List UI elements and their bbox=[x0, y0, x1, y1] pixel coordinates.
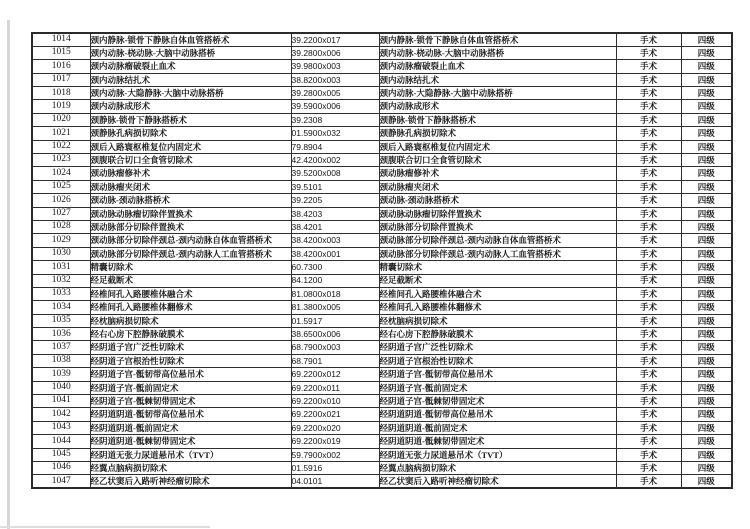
category-cell: 手术 bbox=[616, 33, 681, 46]
level-cell: 四级 bbox=[681, 395, 732, 408]
level-cell: 四级 bbox=[681, 314, 732, 327]
category-cell: 手术 bbox=[616, 301, 681, 314]
procedure-name-cell: 颈动脉部分切除伴颈总-颈内动脉自体血管搭桥术 bbox=[90, 234, 291, 247]
level-cell: 四级 bbox=[681, 140, 732, 153]
procedure-table bbox=[31, 32, 733, 489]
procedure-code-cell: 39.2800x006 bbox=[291, 46, 379, 59]
row-number-cell: 1037 bbox=[32, 341, 90, 354]
procedure-code-cell: 79.8904 bbox=[291, 140, 379, 153]
procedure-name-cell: 经阴道阴道-骶前固定术 bbox=[90, 421, 291, 434]
procedure-name-cell: 颈动脉-颈动脉搭桥术 bbox=[90, 194, 291, 207]
procedure-table-body bbox=[32, 33, 732, 488]
category-cell: 手术 bbox=[616, 140, 681, 153]
row-number-cell: 1028 bbox=[32, 220, 90, 233]
level-cell: 四级 bbox=[681, 113, 732, 126]
table-row bbox=[32, 368, 732, 381]
procedure-code-cell: 42.4200x002 bbox=[291, 154, 379, 167]
table-row bbox=[32, 261, 732, 274]
procedure-name-cell: 颈动脉部分切除伴颈总-颈内动脉人工血管搭桥术 bbox=[90, 247, 291, 260]
table-row bbox=[32, 207, 732, 220]
row-number-cell: 1030 bbox=[32, 247, 90, 260]
level-cell: 四级 bbox=[681, 247, 732, 260]
procedure-name-cell: 经阴道无张力尿道悬吊术（TVT） bbox=[90, 448, 291, 461]
row-number-cell: 1043 bbox=[32, 421, 90, 434]
category-cell: 手术 bbox=[616, 354, 681, 367]
procedure-name-cell: 颈静脉-锁骨下静脉搭桥术 bbox=[90, 113, 291, 126]
row-number-cell: 1036 bbox=[32, 328, 90, 341]
row-number-cell: 1029 bbox=[32, 234, 90, 247]
procedure-name-repeat-cell: 经阴道子宫-骶韧带高位悬吊术 bbox=[379, 368, 616, 381]
procedure-name-repeat-cell: 颈动脉瘤修补术 bbox=[379, 167, 616, 180]
level-cell: 四级 bbox=[681, 274, 732, 287]
row-number-cell: 1019 bbox=[32, 100, 90, 113]
procedure-name-cell: 颈内动脉-大隐静脉-大脑中动脉搭桥 bbox=[90, 87, 291, 100]
procedure-name-repeat-cell: 经阴道子宫广泛性切除术 bbox=[379, 341, 616, 354]
category-cell: 手术 bbox=[616, 60, 681, 73]
level-cell: 四级 bbox=[681, 180, 732, 193]
table-row bbox=[32, 314, 732, 327]
procedure-name-cell: 经枕脑病损切除术 bbox=[90, 314, 291, 327]
row-number-cell: 1021 bbox=[32, 127, 90, 140]
procedure-name-repeat-cell: 经阴道子宫根治性切除术 bbox=[379, 354, 616, 367]
table-row bbox=[32, 234, 732, 247]
procedure-code-cell: 69.2200x020 bbox=[291, 421, 379, 434]
procedure-name-repeat-cell: 颈静脉孔病损切除术 bbox=[379, 127, 616, 140]
category-cell: 手术 bbox=[616, 314, 681, 327]
procedure-name-repeat-cell: 经足截断术 bbox=[379, 274, 616, 287]
procedure-name-repeat-cell: 经右心房下腔静脉破膜术 bbox=[379, 328, 616, 341]
procedure-code-cell: 39.2205 bbox=[291, 194, 379, 207]
level-cell: 四级 bbox=[681, 220, 732, 233]
level-cell: 四级 bbox=[681, 46, 732, 59]
table-row bbox=[32, 341, 732, 354]
category-cell: 手术 bbox=[616, 381, 681, 394]
procedure-code-cell: 59.7900x002 bbox=[291, 448, 379, 461]
table-row bbox=[32, 475, 732, 488]
row-number-cell: 1023 bbox=[32, 154, 90, 167]
row-number-cell: 1034 bbox=[32, 301, 90, 314]
row-number-cell: 1046 bbox=[32, 462, 90, 475]
procedure-code-cell: 39.5900x006 bbox=[291, 100, 379, 113]
level-cell: 四级 bbox=[681, 341, 732, 354]
procedure-code-cell: 39.9800x003 bbox=[291, 60, 379, 73]
row-number-cell: 1031 bbox=[32, 261, 90, 274]
level-cell: 四级 bbox=[681, 435, 732, 448]
category-cell: 手术 bbox=[616, 46, 681, 59]
procedure-name-cell: 经翼点脑病损切除术 bbox=[90, 462, 291, 475]
procedure-name-repeat-cell: 颈内动脉瘤破裂止血术 bbox=[379, 60, 616, 73]
procedure-name-cell: 颈内动脉成形术 bbox=[90, 100, 291, 113]
procedure-code-cell: 38.6500x006 bbox=[291, 328, 379, 341]
category-cell: 手术 bbox=[616, 448, 681, 461]
level-cell: 四级 bbox=[681, 328, 732, 341]
procedure-name-repeat-cell: 颈动脉部分切除伴置换术 bbox=[379, 220, 616, 233]
procedure-name-cell: 经阴道阴道-骶棘韧带固定术 bbox=[90, 435, 291, 448]
procedure-code-cell: 38.4203 bbox=[291, 207, 379, 220]
row-number-cell: 1027 bbox=[32, 207, 90, 220]
level-cell: 四级 bbox=[681, 234, 732, 247]
procedure-name-repeat-cell: 颈动脉-颈动脉搭桥术 bbox=[379, 194, 616, 207]
procedure-code-cell: 81.0800x018 bbox=[291, 287, 379, 300]
procedure-code-cell: 38.4200x003 bbox=[291, 234, 379, 247]
row-number-cell: 1020 bbox=[32, 113, 90, 126]
category-cell: 手术 bbox=[616, 127, 681, 140]
category-cell: 手术 bbox=[616, 167, 681, 180]
procedure-name-repeat-cell: 经阴道阴道-骶棘韧带固定术 bbox=[379, 435, 616, 448]
procedure-name-repeat-cell: 颈动脉瘤夹闭术 bbox=[379, 180, 616, 193]
level-cell: 四级 bbox=[681, 167, 732, 180]
procedure-name-cell: 经阴道子宫根治性切除术 bbox=[90, 354, 291, 367]
table-row bbox=[32, 167, 732, 180]
procedure-code-cell: 69.2200x012 bbox=[291, 368, 379, 381]
procedure-code-cell: 68.7901 bbox=[291, 354, 379, 367]
scan-artifact-left-edge bbox=[7, 20, 10, 529]
table-row bbox=[32, 100, 732, 113]
procedure-name-cell: 经阴道子宫-骶前固定术 bbox=[90, 381, 291, 394]
procedure-name-cell: 颈内动脉结扎术 bbox=[90, 73, 291, 86]
table-row bbox=[32, 220, 732, 233]
level-cell: 四级 bbox=[681, 448, 732, 461]
row-number-cell: 1040 bbox=[32, 381, 90, 394]
level-cell: 四级 bbox=[681, 354, 732, 367]
procedure-code-cell: 39.5200x008 bbox=[291, 167, 379, 180]
row-number-cell: 1016 bbox=[32, 60, 90, 73]
procedure-name-repeat-cell: 经阴道子宫-骶棘韧带固定术 bbox=[379, 395, 616, 408]
table-row bbox=[32, 46, 732, 59]
procedure-name-repeat-cell: 经阴道无张力尿道悬吊术（TVT） bbox=[379, 448, 616, 461]
row-number-cell: 1038 bbox=[32, 354, 90, 367]
procedure-code-cell: 69.2200x011 bbox=[291, 381, 379, 394]
category-cell: 手术 bbox=[616, 368, 681, 381]
procedure-name-repeat-cell: 经阴道阴道-骶韧带高位悬吊术 bbox=[379, 408, 616, 421]
procedure-name-cell: 经足截断术 bbox=[90, 274, 291, 287]
procedure-name-cell: 经右心房下腔静脉破膜术 bbox=[90, 328, 291, 341]
row-number-cell: 1025 bbox=[32, 180, 90, 193]
procedure-code-cell: 69.2200x021 bbox=[291, 408, 379, 421]
level-cell: 四级 bbox=[681, 87, 732, 100]
procedure-name-repeat-cell: 经翼点脑病损切除术 bbox=[379, 462, 616, 475]
table-row bbox=[32, 180, 732, 193]
procedure-name-repeat-cell: 经乙状窦后入路听神经瘤切除术 bbox=[379, 475, 616, 488]
category-cell: 手术 bbox=[616, 220, 681, 233]
procedure-name-cell: 精囊切除术 bbox=[90, 261, 291, 274]
category-cell: 手术 bbox=[616, 73, 681, 86]
category-cell: 手术 bbox=[616, 154, 681, 167]
procedure-name-cell: 颈动脉动脉瘤切除伴置换术 bbox=[90, 207, 291, 220]
procedure-name-repeat-cell: 颈内动脉成形术 bbox=[379, 100, 616, 113]
row-number-cell: 1039 bbox=[32, 368, 90, 381]
table-row bbox=[32, 274, 732, 287]
category-cell: 手术 bbox=[616, 194, 681, 207]
table-row bbox=[32, 301, 732, 314]
procedure-code-cell: 81.3800x005 bbox=[291, 301, 379, 314]
row-number-cell: 1045 bbox=[32, 448, 90, 461]
row-number-cell: 1042 bbox=[32, 408, 90, 421]
category-cell: 手术 bbox=[616, 100, 681, 113]
category-cell: 手术 bbox=[616, 87, 681, 100]
table-row bbox=[32, 435, 732, 448]
procedure-name-cell: 经椎间孔入路腰椎体翻修术 bbox=[90, 301, 291, 314]
procedure-name-cell: 颈内动脉瘤破裂止血术 bbox=[90, 60, 291, 73]
row-number-cell: 1017 bbox=[32, 73, 90, 86]
table-row bbox=[32, 395, 732, 408]
level-cell: 四级 bbox=[681, 368, 732, 381]
level-cell: 四级 bbox=[681, 194, 732, 207]
row-number-cell: 1047 bbox=[32, 475, 90, 488]
level-cell: 四级 bbox=[681, 100, 732, 113]
procedure-name-repeat-cell: 经椎间孔入路腰椎体翻修术 bbox=[379, 301, 616, 314]
procedure-name-repeat-cell: 颈内动脉-桡动脉-大脑中动脉搭桥 bbox=[379, 46, 616, 59]
procedure-code-cell: 38.4200x001 bbox=[291, 247, 379, 260]
procedure-name-repeat-cell: 颈内静脉-锁骨下静脉自体血管搭桥术 bbox=[379, 33, 616, 46]
category-cell: 手术 bbox=[616, 261, 681, 274]
category-cell: 手术 bbox=[616, 180, 681, 193]
procedure-name-repeat-cell: 颈动脉部分切除伴颈总-颈内动脉人工血管搭桥术 bbox=[379, 247, 616, 260]
procedure-code-cell: 68.7900x003 bbox=[291, 341, 379, 354]
procedure-name-cell: 颈静脉孔病损切除术 bbox=[90, 127, 291, 140]
table-row bbox=[32, 462, 732, 475]
table-row bbox=[32, 73, 732, 86]
level-cell: 四级 bbox=[681, 381, 732, 394]
procedure-code-cell: 39.2800x005 bbox=[291, 87, 379, 100]
procedure-code-cell: 01.5916 bbox=[291, 462, 379, 475]
table-row bbox=[32, 33, 732, 46]
table-row bbox=[32, 154, 732, 167]
row-number-cell: 1026 bbox=[32, 194, 90, 207]
level-cell: 四级 bbox=[681, 301, 732, 314]
row-number-cell: 1024 bbox=[32, 167, 90, 180]
level-cell: 四级 bbox=[681, 73, 732, 86]
procedure-name-repeat-cell: 颈内动脉结扎术 bbox=[379, 73, 616, 86]
row-number-cell: 1018 bbox=[32, 87, 90, 100]
table-row bbox=[32, 140, 732, 153]
table-row bbox=[32, 354, 732, 367]
table-row bbox=[32, 60, 732, 73]
procedure-code-cell: 39.2308 bbox=[291, 113, 379, 126]
procedure-name-repeat-cell: 颈静脉-锁骨下静脉搭桥术 bbox=[379, 113, 616, 126]
procedure-name-cell: 颈动脉瘤夹闭术 bbox=[90, 180, 291, 193]
table-row bbox=[32, 381, 732, 394]
level-cell: 四级 bbox=[681, 421, 732, 434]
table-row bbox=[32, 194, 732, 207]
category-cell: 手术 bbox=[616, 207, 681, 220]
level-cell: 四级 bbox=[681, 207, 732, 220]
procedure-code-cell: 69.2200x019 bbox=[291, 435, 379, 448]
procedure-name-cell: 颈腹联合切口全食管切除术 bbox=[90, 154, 291, 167]
table-row bbox=[32, 448, 732, 461]
procedure-name-cell: 颈内静脉-锁骨下静脉自体血管搭桥术 bbox=[90, 33, 291, 46]
category-cell: 手术 bbox=[616, 113, 681, 126]
procedure-code-cell: 84.1200 bbox=[291, 274, 379, 287]
procedure-name-repeat-cell: 颈动脉动脉瘤切除伴置换术 bbox=[379, 207, 616, 220]
level-cell: 四级 bbox=[681, 60, 732, 73]
procedure-name-cell: 颈后入路寰枢椎复位内固定术 bbox=[90, 140, 291, 153]
procedure-name-cell: 经阴道子宫-骶棘韧带固定术 bbox=[90, 395, 291, 408]
procedure-name-cell: 颈内动脉-桡动脉-大脑中动脉搭桥 bbox=[90, 46, 291, 59]
procedure-name-cell: 经椎间孔入路腰椎体融合术 bbox=[90, 287, 291, 300]
level-cell: 四级 bbox=[681, 462, 732, 475]
procedure-name-repeat-cell: 经阴道阴道-骶前固定术 bbox=[379, 421, 616, 434]
procedure-name-cell: 经阴道阴道-骶韧带高位悬吊术 bbox=[90, 408, 291, 421]
procedure-name-cell: 经阴道子宫广泛性切除术 bbox=[90, 341, 291, 354]
category-cell: 手术 bbox=[616, 435, 681, 448]
procedure-name-repeat-cell: 颈后入路寰枢椎复位内固定术 bbox=[379, 140, 616, 153]
table-row bbox=[32, 328, 732, 341]
scan-artifact-bottom-edge bbox=[0, 526, 210, 528]
table-row bbox=[32, 247, 732, 260]
procedure-name-repeat-cell: 颈内动脉-大隐静脉-大脑中动脉搭桥 bbox=[379, 87, 616, 100]
procedure-name-repeat-cell: 经椎间孔入路腰椎体融合术 bbox=[379, 287, 616, 300]
row-number-cell: 1033 bbox=[32, 287, 90, 300]
procedure-name-repeat-cell: 经枕脑病损切除术 bbox=[379, 314, 616, 327]
level-cell: 四级 bbox=[681, 127, 732, 140]
level-cell: 四级 bbox=[681, 261, 732, 274]
procedure-code-cell: 60.7300 bbox=[291, 261, 379, 274]
category-cell: 手术 bbox=[616, 328, 681, 341]
category-cell: 手术 bbox=[616, 395, 681, 408]
procedure-code-cell: 38.8200x003 bbox=[291, 73, 379, 86]
procedure-code-cell: 39.5101 bbox=[291, 180, 379, 193]
level-cell: 四级 bbox=[681, 475, 732, 488]
procedure-code-cell: 39.2200x017 bbox=[291, 33, 379, 46]
table-row bbox=[32, 421, 732, 434]
procedure-name-repeat-cell: 颈腹联合切口全食管切除术 bbox=[379, 154, 616, 167]
level-cell: 四级 bbox=[681, 408, 732, 421]
procedure-code-cell: 69.2200x010 bbox=[291, 395, 379, 408]
procedure-name-repeat-cell: 精囊切除术 bbox=[379, 261, 616, 274]
procedure-name-cell: 颈动脉瘤修补术 bbox=[90, 167, 291, 180]
category-cell: 手术 bbox=[616, 408, 681, 421]
procedure-code-cell: 38.4201 bbox=[291, 220, 379, 233]
table-row bbox=[32, 113, 732, 126]
procedure-name-repeat-cell: 颈动脉部分切除伴颈总-颈内动脉自体血管搭桥术 bbox=[379, 234, 616, 247]
row-number-cell: 1015 bbox=[32, 46, 90, 59]
row-number-cell: 1032 bbox=[32, 274, 90, 287]
category-cell: 手术 bbox=[616, 287, 681, 300]
category-cell: 手术 bbox=[616, 274, 681, 287]
procedure-code-cell: 04.0101 bbox=[291, 475, 379, 488]
procedure-code-cell: 01.5917 bbox=[291, 314, 379, 327]
category-cell: 手术 bbox=[616, 421, 681, 434]
category-cell: 手术 bbox=[616, 234, 681, 247]
category-cell: 手术 bbox=[616, 475, 681, 488]
table-row bbox=[32, 127, 732, 140]
level-cell: 四级 bbox=[681, 287, 732, 300]
category-cell: 手术 bbox=[616, 247, 681, 260]
procedure-code-cell: 01.5900x032 bbox=[291, 127, 379, 140]
table-row bbox=[32, 87, 732, 100]
table-row bbox=[32, 287, 732, 300]
level-cell: 四级 bbox=[681, 154, 732, 167]
procedure-name-repeat-cell: 经阴道子宫-骶前固定术 bbox=[379, 381, 616, 394]
procedure-name-cell: 经乙状窦后入路听神经瘤切除术 bbox=[90, 475, 291, 488]
row-number-cell: 1041 bbox=[32, 395, 90, 408]
procedure-name-cell: 颈动脉部分切除伴置换术 bbox=[90, 220, 291, 233]
level-cell: 四级 bbox=[681, 33, 732, 46]
row-number-cell: 1035 bbox=[32, 314, 90, 327]
row-number-cell: 1014 bbox=[32, 33, 90, 46]
procedure-name-cell: 经阴道子宫-骶韧带高位悬吊术 bbox=[90, 368, 291, 381]
category-cell: 手术 bbox=[616, 341, 681, 354]
category-cell: 手术 bbox=[616, 462, 681, 475]
table-row bbox=[32, 408, 732, 421]
row-number-cell: 1044 bbox=[32, 435, 90, 448]
row-number-cell: 1022 bbox=[32, 140, 90, 153]
